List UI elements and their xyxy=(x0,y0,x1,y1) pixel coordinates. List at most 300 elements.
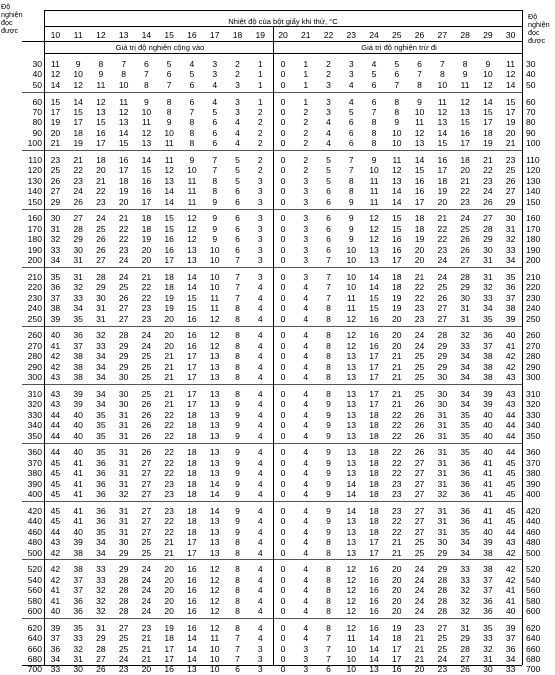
table-cell: 3 xyxy=(303,643,309,654)
table-cell: 2 xyxy=(303,127,309,138)
table-cell: 8 xyxy=(235,547,240,558)
temperature-value: 20 xyxy=(278,30,288,40)
table-cell: 12 xyxy=(73,79,83,90)
table-cell: 4 xyxy=(303,547,309,558)
table-cell: 11 xyxy=(164,155,174,165)
table-cell: 8 xyxy=(235,330,240,341)
table-cell: 21 xyxy=(50,138,61,149)
table-cell: 25 xyxy=(96,223,106,234)
table-cell: 4 xyxy=(257,399,263,410)
table-cell: 15 xyxy=(483,107,493,117)
table-cell: 43 xyxy=(505,388,516,399)
table-cell: 5 xyxy=(348,107,354,117)
table-cell: 11 xyxy=(437,96,447,107)
table-cell: 16 xyxy=(414,175,425,186)
table-cell: 39 xyxy=(73,399,83,410)
table-cell: 18 xyxy=(187,468,197,479)
table-cell: 10 xyxy=(369,165,379,176)
table-cell: 4 xyxy=(303,605,309,616)
table-cell: 41 xyxy=(483,468,493,479)
table-cell: 9 xyxy=(326,516,331,527)
table-cell: 31 xyxy=(118,516,129,527)
header-divider xyxy=(44,26,522,27)
table-cell: 25 xyxy=(118,643,129,654)
row-label-left: 240 xyxy=(27,303,42,314)
table-cell: 29 xyxy=(460,633,470,644)
table-cell: 22 xyxy=(164,468,174,479)
table-cell: 9 xyxy=(98,69,104,80)
table-cell: 44 xyxy=(50,430,61,441)
table-cell: 27 xyxy=(50,186,61,197)
table-cell: 28 xyxy=(437,574,448,585)
table-cell: 31 xyxy=(483,271,493,282)
row-label-right: 210 xyxy=(526,271,541,282)
temperature-header: Nhiệt độ của bột giấy khi thử, °C xyxy=(228,17,338,26)
table-cell: 6 xyxy=(326,196,331,207)
row-label-left: 660 xyxy=(27,643,42,654)
table-cell: 15 xyxy=(369,303,379,314)
table-cell: 0 xyxy=(280,244,286,255)
table-cell: 0 xyxy=(280,564,286,575)
table-cell: 31 xyxy=(73,271,83,282)
temperature-value: 11 xyxy=(73,30,83,40)
table-cell: 7 xyxy=(348,165,354,176)
row-label-right: 500 xyxy=(526,547,541,558)
table-cell: 17 xyxy=(187,537,197,548)
table-cell: 1 xyxy=(303,96,309,107)
table-cell: 36 xyxy=(483,330,493,341)
table-cell: 35 xyxy=(483,622,493,633)
table-cell: 29 xyxy=(118,564,129,575)
table-cell: 8 xyxy=(462,59,468,69)
table-cell: 12 xyxy=(209,605,220,616)
row-label-right: 200 xyxy=(526,255,541,266)
table-cell: 40 xyxy=(73,409,83,420)
table-cell: 0 xyxy=(280,468,286,479)
table-cell: 20 xyxy=(164,605,174,616)
temperature-value: 26 xyxy=(414,30,425,40)
table-cell: 31 xyxy=(118,526,129,537)
table-cell: 22 xyxy=(392,516,402,527)
row-label-left: 320 xyxy=(27,399,42,410)
table-cell: 18 xyxy=(460,155,470,165)
table-cell: 27 xyxy=(118,622,129,633)
table-cell: 13 xyxy=(187,255,197,266)
table-cell: 16 xyxy=(460,127,470,138)
table-cell: 13 xyxy=(369,244,379,255)
table-cell: 0 xyxy=(280,478,286,489)
table-cell: 26 xyxy=(141,399,152,410)
table-cell: 40 xyxy=(483,447,493,458)
table-cell: 20 xyxy=(164,585,174,596)
table-cell: 11 xyxy=(392,155,402,165)
table-cell: 21 xyxy=(392,388,402,399)
table-cell: 5 xyxy=(394,59,400,69)
table-cell: 8 xyxy=(326,605,331,616)
table-cell: 16 xyxy=(369,595,379,606)
table-cell: 21 xyxy=(141,271,152,282)
table-cell: 21 xyxy=(460,175,470,186)
table-cell: 12 xyxy=(187,234,197,245)
table-cell: 25 xyxy=(414,537,425,548)
table-cell: 23 xyxy=(392,489,402,500)
table-cell: 14 xyxy=(505,79,516,90)
table-cell: 13 xyxy=(209,547,220,558)
table-cell: 6 xyxy=(235,223,240,234)
table-cell: 11 xyxy=(415,117,425,128)
top-border xyxy=(44,10,522,11)
table-cell: 36 xyxy=(460,505,470,516)
table-cell: 23 xyxy=(164,505,174,516)
table-cell: 22 xyxy=(164,420,174,431)
table-cell: 16 xyxy=(187,605,197,616)
table-cell: 0 xyxy=(280,59,286,69)
table-cell: 27 xyxy=(414,516,425,527)
table-cell: 13 xyxy=(346,399,357,410)
table-cell: 13 xyxy=(209,468,220,479)
table-cell: 3 xyxy=(257,196,263,207)
table-cell: 36 xyxy=(460,478,470,489)
table-cell: 13 xyxy=(164,175,174,186)
table-cell: 30 xyxy=(96,292,106,303)
table-cell: 24 xyxy=(141,595,152,606)
table-cell: 10 xyxy=(209,282,220,293)
table-cell: 32 xyxy=(96,605,106,616)
table-cell: 7 xyxy=(235,643,240,654)
table-cell: 2 xyxy=(257,138,263,149)
table-cell: 7 xyxy=(189,107,195,117)
table-cell: 35 xyxy=(73,313,83,324)
table-cell: 12 xyxy=(437,107,448,117)
row-label-right: 420 xyxy=(526,505,541,516)
table-cell: 26 xyxy=(50,175,61,186)
table-cell: 10 xyxy=(209,271,220,282)
table-cell: 38 xyxy=(483,361,493,372)
table-cell: 14 xyxy=(346,478,357,489)
table-cell: 41 xyxy=(505,585,516,596)
row-label-right: 440 xyxy=(526,516,541,527)
table-cell: 29 xyxy=(96,633,106,644)
table-cell: 6 xyxy=(189,96,195,107)
row-label-left: 600 xyxy=(27,605,42,616)
row-label-left: 40 xyxy=(32,69,42,80)
table-cell: 2 xyxy=(257,127,263,138)
table-cell: 41 xyxy=(483,489,493,500)
bottom-border xyxy=(22,665,522,666)
table-cell: 20 xyxy=(392,330,402,341)
table-cell: 6 xyxy=(166,69,172,80)
table-cell: 16 xyxy=(141,186,152,197)
table-cell: 14 xyxy=(346,505,357,516)
table-cell: 18 xyxy=(187,420,197,431)
table-cell: 8 xyxy=(235,372,240,383)
table-cell: 0 xyxy=(280,505,286,516)
table-cell: 24 xyxy=(141,585,152,596)
table-cell: 13 xyxy=(209,372,220,383)
table-cell: 26 xyxy=(483,196,493,207)
table-cell: 34 xyxy=(460,351,470,362)
table-cell: 25 xyxy=(50,165,61,176)
table-cell: 9 xyxy=(235,420,240,431)
table-cell: 9 xyxy=(235,478,240,489)
table-cell: 23 xyxy=(141,622,152,633)
table-cell: 30 xyxy=(483,244,493,255)
table-cell: 13 xyxy=(346,351,357,362)
table-cell: 45 xyxy=(50,478,61,489)
table-cell: 4 xyxy=(371,59,377,69)
corner-right-label: Độ nghiện đọc được xyxy=(528,12,550,45)
table-cell: 17 xyxy=(164,255,174,266)
table-cell: 9 xyxy=(417,96,422,107)
table-cell: 14 xyxy=(392,186,402,197)
table-cell: 13 xyxy=(369,664,379,675)
table-cell: 6 xyxy=(235,234,240,245)
table-cell: 0 xyxy=(280,186,286,197)
table-cell: 16 xyxy=(369,622,379,633)
row-label-right: 660 xyxy=(526,643,541,654)
table-cell: 15 xyxy=(96,117,106,128)
row-label-right: 380 xyxy=(526,468,541,479)
table-cell: 10 xyxy=(118,79,129,90)
table-cell: 45 xyxy=(50,516,61,527)
table-cell: 35 xyxy=(505,271,516,282)
table-cell: 0 xyxy=(280,175,286,186)
table-cell: 6 xyxy=(235,196,240,207)
table-cell: 0 xyxy=(280,585,286,596)
table-cell: 22 xyxy=(392,420,402,431)
table-cell: 13 xyxy=(346,447,357,458)
table-cell: 27 xyxy=(141,516,152,527)
table-cell: 36 xyxy=(50,643,61,654)
table-cell: 13 xyxy=(209,351,220,362)
table-cell: 13 xyxy=(209,516,220,527)
table-cell: 13 xyxy=(209,420,220,431)
table-cell: 15 xyxy=(164,223,174,234)
table-cell: 14 xyxy=(209,505,220,516)
table-cell: 42 xyxy=(505,547,516,558)
table-cell: 8 xyxy=(326,330,331,341)
table-cell: 17 xyxy=(505,107,516,117)
row-label-right: 120 xyxy=(526,165,541,176)
table-cell: 20 xyxy=(164,340,174,351)
table-cell: 4 xyxy=(212,96,218,107)
table-cell: 18 xyxy=(187,430,197,441)
table-cell: 4 xyxy=(235,127,240,138)
table-cell: 2 xyxy=(257,117,263,128)
table-cell: 26 xyxy=(460,244,470,255)
table-cell: 44 xyxy=(505,526,516,537)
table-cell: 41 xyxy=(73,457,83,468)
table-cell: 17 xyxy=(414,196,425,207)
table-cell: 22 xyxy=(392,526,402,537)
table-cell: 31 xyxy=(460,622,470,633)
table-cell: 12 xyxy=(414,127,425,138)
table-cell: 13 xyxy=(346,409,357,420)
table-cell: 2 xyxy=(303,165,309,176)
table-cell: 25 xyxy=(118,633,129,644)
table-cell: 7 xyxy=(235,633,240,644)
table-cell: 5 xyxy=(189,69,195,80)
table-cell: 29 xyxy=(437,361,448,372)
table-cell: 13 xyxy=(187,244,197,255)
table-cell: 4 xyxy=(257,313,263,324)
row-label-left: 380 xyxy=(27,468,42,479)
table-cell: 14 xyxy=(209,489,220,500)
table-cell: 25 xyxy=(141,351,152,362)
table-cell: 24 xyxy=(437,271,448,282)
table-cell: 20 xyxy=(141,664,152,675)
table-cell: 26 xyxy=(414,447,425,458)
table-cell: 28 xyxy=(460,643,470,654)
table-cell: 8 xyxy=(189,127,195,138)
row-label-left: 560 xyxy=(27,585,42,596)
row-label-left: 330 xyxy=(27,409,42,420)
table-cell: 14 xyxy=(187,282,197,293)
table-cell: 9 xyxy=(189,155,195,165)
row-label-right: 280 xyxy=(526,351,541,362)
table-cell: 23 xyxy=(50,155,61,165)
table-cell: 13 xyxy=(118,117,129,128)
table-cell: 9 xyxy=(235,457,240,468)
table-cell: 25 xyxy=(141,361,152,372)
table-cell: 31 xyxy=(73,653,83,664)
table-cell: 4 xyxy=(303,505,309,516)
table-cell: 45 xyxy=(505,478,516,489)
table-cell: 28 xyxy=(460,271,470,282)
table-cell: 24 xyxy=(141,564,152,575)
table-cell: 35 xyxy=(460,409,470,420)
table-cell: 21 xyxy=(141,633,152,644)
table-cell: 6 xyxy=(371,96,377,107)
table-cell: 20 xyxy=(392,564,402,575)
table-cell: 42 xyxy=(50,564,61,575)
row-label-left: 230 xyxy=(27,292,42,303)
table-cell: 29 xyxy=(118,547,129,558)
table-cell: 6 xyxy=(326,186,331,197)
table-cell: 19 xyxy=(483,138,493,149)
table-cell: 22 xyxy=(164,516,174,527)
table-cell: 4 xyxy=(303,574,309,585)
table-cell: 8 xyxy=(166,96,172,107)
table-cell: 27 xyxy=(414,526,425,537)
row-label-right: 680 xyxy=(526,653,541,664)
table-cell: 4 xyxy=(303,330,309,341)
table-cell: 24 xyxy=(141,574,152,585)
table-cell: 17 xyxy=(187,547,197,558)
table-cell: 37 xyxy=(73,340,83,351)
table-cell: 8 xyxy=(326,564,331,575)
table-cell: 0 xyxy=(280,447,286,458)
table-cell: 12 xyxy=(187,223,197,234)
table-cell: 34 xyxy=(460,537,470,548)
table-cell: 13 xyxy=(346,430,357,441)
table-cell: 30 xyxy=(505,213,516,224)
table-cell: 22 xyxy=(73,165,83,176)
table-cell: 4 xyxy=(303,447,309,458)
row-label-left: 400 xyxy=(27,489,42,500)
table-cell: 31 xyxy=(437,457,448,468)
table-cell: 8 xyxy=(326,372,331,383)
table-cell: 17 xyxy=(392,255,402,266)
table-cell: 32 xyxy=(483,643,493,654)
table-cell: 29 xyxy=(437,564,448,575)
table-cell: 4 xyxy=(303,430,309,441)
table-cell: 22 xyxy=(164,430,174,441)
table-cell: 43 xyxy=(50,372,61,383)
table-cell: 8 xyxy=(235,564,240,575)
table-cell: 38 xyxy=(73,372,83,383)
row-label-right: 230 xyxy=(526,292,541,303)
table-cell: 4 xyxy=(303,351,309,362)
table-cell: 40 xyxy=(73,447,83,458)
table-cell: 27 xyxy=(437,313,448,324)
table-cell: 7 xyxy=(348,155,354,165)
table-cell: 22 xyxy=(141,282,152,293)
temperature-value: 22 xyxy=(323,30,334,40)
table-cell: 8 xyxy=(394,107,400,117)
table-cell: 20 xyxy=(164,595,174,606)
table-cell: 14 xyxy=(187,643,197,654)
table-cell: 15 xyxy=(392,213,402,224)
table-cell: 2 xyxy=(326,69,331,80)
table-cell: 19 xyxy=(73,138,83,149)
table-cell: 4 xyxy=(257,420,263,431)
table-cell: 17 xyxy=(369,547,379,558)
table-cell: 0 xyxy=(280,107,286,117)
table-cell: 12 xyxy=(505,69,516,80)
table-cell: 14 xyxy=(346,489,357,500)
row-label-left: 280 xyxy=(27,351,42,362)
table-cell: 2 xyxy=(257,165,263,176)
table-cell: 24 xyxy=(414,340,425,351)
row-label-left: 180 xyxy=(27,234,42,245)
table-cell: 34 xyxy=(460,372,470,383)
table-cell: 1 xyxy=(303,59,309,69)
table-cell: 17 xyxy=(118,165,129,176)
table-cell: 38 xyxy=(483,351,493,362)
table-cell: 4 xyxy=(257,605,263,616)
table-cell: 13 xyxy=(346,372,357,383)
table-cell: 43 xyxy=(505,399,516,410)
row-label-right: 460 xyxy=(526,526,541,537)
table-cell: 0 xyxy=(280,69,286,80)
table-cell: 37 xyxy=(50,633,61,644)
table-cell: 14 xyxy=(187,271,197,282)
row-label-right: 360 xyxy=(526,447,541,458)
table-cell: 7 xyxy=(144,69,149,80)
table-cell: 23 xyxy=(164,489,174,500)
row-label-right: 80 xyxy=(526,117,536,128)
table-cell: 8 xyxy=(235,388,240,399)
table-cell: 45 xyxy=(50,489,61,500)
table-cell: 17 xyxy=(460,138,470,149)
table-cell: 3 xyxy=(303,186,309,197)
table-cell: 38 xyxy=(73,351,83,362)
table-cell: 26 xyxy=(414,409,425,420)
table-cell: 5 xyxy=(371,69,377,80)
table-cell: 3 xyxy=(257,234,263,245)
table-cell: 27 xyxy=(437,622,448,633)
table-cell: 23 xyxy=(392,505,402,516)
table-cell: 39 xyxy=(50,313,61,324)
table-cell: 27 xyxy=(414,505,425,516)
table-cell: 27 xyxy=(141,478,152,489)
table-cell: 10 xyxy=(346,244,357,255)
table-cell: 12 xyxy=(209,574,220,585)
table-cell: 14 xyxy=(164,186,174,197)
table-cell: 0 xyxy=(280,303,286,314)
table-cell: 6 xyxy=(326,213,331,224)
